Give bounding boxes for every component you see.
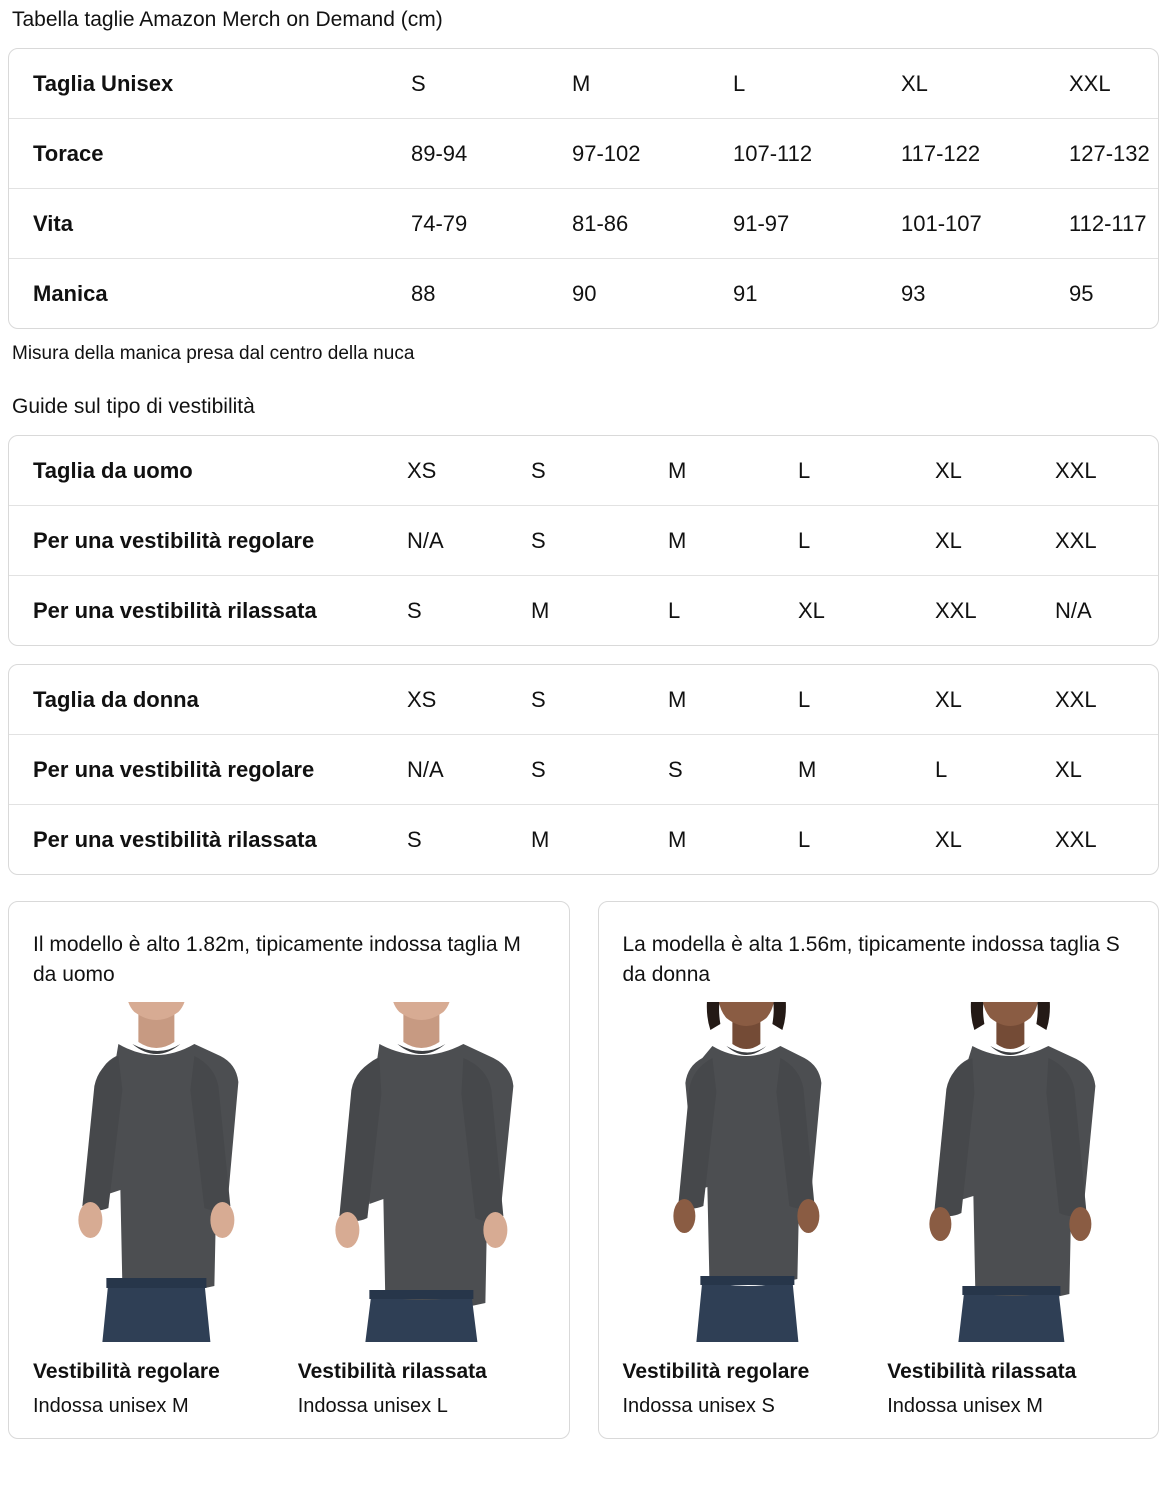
cell: XL xyxy=(1053,734,1158,804)
cell: 95 xyxy=(1063,258,1158,328)
cell: XL xyxy=(901,70,928,96)
row-label: Taglia da uomo xyxy=(33,457,193,483)
cell: 107-112 xyxy=(727,118,895,188)
cell: 91-97 xyxy=(727,188,895,258)
size-chart-page xyxy=(0,6,1167,1449)
cell: S xyxy=(531,457,546,483)
row-label: Taglia da donna xyxy=(33,686,199,712)
cell: M xyxy=(666,804,796,874)
female-regular-fit-photo xyxy=(623,1002,870,1342)
wears-label: Indossa unisex M xyxy=(33,1395,189,1417)
cell: M xyxy=(529,575,666,645)
female-relaxed-fit-photo xyxy=(887,1002,1134,1342)
cell: L xyxy=(796,505,933,575)
cell: L xyxy=(666,575,796,645)
fit-label: Vestibilità rilassata xyxy=(297,1360,487,1383)
cell: S xyxy=(411,70,426,96)
female-model-card xyxy=(598,901,1160,1439)
table-row xyxy=(9,505,1158,575)
row-label: Vita xyxy=(9,188,405,258)
cell: XL xyxy=(933,505,1053,575)
wears-label: Indossa unisex M xyxy=(887,1395,1043,1417)
female-model-figures xyxy=(623,1002,1135,1420)
cell: 93 xyxy=(895,258,1063,328)
cell: XL xyxy=(796,575,933,645)
cell: XXL xyxy=(1055,686,1097,712)
fit-label: Vestibilità regolare xyxy=(622,1360,810,1383)
table-row xyxy=(9,436,1158,505)
cell: 74-79 xyxy=(405,188,566,258)
male-relaxed-fit-photo xyxy=(298,1002,545,1342)
cell: 91 xyxy=(727,258,895,328)
female-relaxed-fit xyxy=(887,1002,1134,1420)
cell: M xyxy=(666,505,796,575)
row-label: Per una vestibilità regolare xyxy=(9,734,405,804)
table-row xyxy=(9,575,1158,645)
cell: S xyxy=(666,734,796,804)
cell: 112-117 xyxy=(1063,188,1158,258)
cell: XL xyxy=(933,804,1053,874)
wears-label: Indossa unisex L xyxy=(297,1395,448,1417)
cell: XXL xyxy=(933,575,1053,645)
male-model-card xyxy=(8,901,570,1439)
cell: S xyxy=(405,575,529,645)
cell: L xyxy=(796,804,933,874)
size-chart-table xyxy=(8,48,1159,329)
cell: XXL xyxy=(1053,804,1158,874)
table-row xyxy=(9,734,1158,804)
fit-label: Vestibilità regolare xyxy=(33,1360,220,1383)
female-model-description: La modella è alta 1.56m, tipicamente indossa taglia S da donna xyxy=(622,933,1120,986)
cell: L xyxy=(933,734,1053,804)
cell: 88 xyxy=(405,258,566,328)
male-regular-fit-caption xyxy=(33,1358,280,1420)
table-row xyxy=(9,118,1158,188)
cell: M xyxy=(668,686,687,712)
male-regular-fit xyxy=(33,1002,280,1420)
table-row xyxy=(9,188,1158,258)
cell: M xyxy=(572,70,591,96)
cell: XS xyxy=(407,457,437,483)
sleeve-measurement-note: Misura della manica presa dal centro della nuca xyxy=(12,343,415,364)
male-relaxed-fit xyxy=(298,1002,545,1420)
cell: S xyxy=(405,804,529,874)
cell: S xyxy=(531,686,546,712)
cell: XXL xyxy=(1053,505,1158,575)
cell: L xyxy=(798,686,811,712)
cell: N/A xyxy=(405,734,529,804)
cell: N/A xyxy=(405,505,529,575)
female-regular-fit xyxy=(623,1002,870,1420)
row-label: Per una vestibilità rilassata xyxy=(9,575,405,645)
cell: 89-94 xyxy=(405,118,566,188)
men-fit-guide-table xyxy=(8,435,1159,646)
cell: M xyxy=(796,734,933,804)
model-cards xyxy=(8,901,1159,1439)
cell: 117-122 xyxy=(895,118,1063,188)
page-title: Tabella taglie Amazon Merch on Demand (cm) xyxy=(12,8,443,31)
row-label: Per una vestibilità regolare xyxy=(9,505,405,575)
cell: L xyxy=(798,457,811,483)
cell: 81-86 xyxy=(566,188,727,258)
table-spacer xyxy=(8,646,1159,664)
cell: M xyxy=(529,804,666,874)
table-row xyxy=(9,258,1158,328)
row-label: Per una vestibilità rilassata xyxy=(9,804,405,874)
row-label: Taglia Unisex xyxy=(33,70,174,96)
row-label: Manica xyxy=(9,258,405,328)
cell: XL xyxy=(935,686,962,712)
row-label: Torace xyxy=(9,118,405,188)
cell: 97-102 xyxy=(566,118,727,188)
table-row xyxy=(9,49,1158,118)
fit-label: Vestibilità rilassata xyxy=(887,1360,1077,1383)
male-model-description: Il modello è alto 1.82m, tipicamente indossa taglia M da uomo xyxy=(33,933,521,986)
male-relaxed-fit-caption xyxy=(298,1358,545,1420)
cell: XXL xyxy=(1069,70,1111,96)
cell: XXL xyxy=(1055,457,1097,483)
cell: 90 xyxy=(566,258,727,328)
cell: S xyxy=(529,734,666,804)
cell: M xyxy=(668,457,687,483)
male-model-figures xyxy=(33,1002,545,1420)
cell: N/A xyxy=(1053,575,1158,645)
female-regular-fit-caption xyxy=(623,1358,870,1420)
male-regular-fit-photo xyxy=(33,1002,280,1342)
women-fit-guide-table xyxy=(8,664,1159,875)
table-row xyxy=(9,665,1158,734)
cell: XL xyxy=(935,457,962,483)
fit-guides-heading: Guide sul tipo di vestibilità xyxy=(12,395,255,418)
table-row xyxy=(9,804,1158,874)
cell: S xyxy=(529,505,666,575)
cell: 101-107 xyxy=(895,188,1063,258)
cell: 127-132 xyxy=(1063,118,1158,188)
cell: L xyxy=(733,70,746,96)
cell: XS xyxy=(407,686,437,712)
wears-label: Indossa unisex S xyxy=(622,1395,775,1417)
female-relaxed-fit-caption xyxy=(887,1358,1134,1420)
